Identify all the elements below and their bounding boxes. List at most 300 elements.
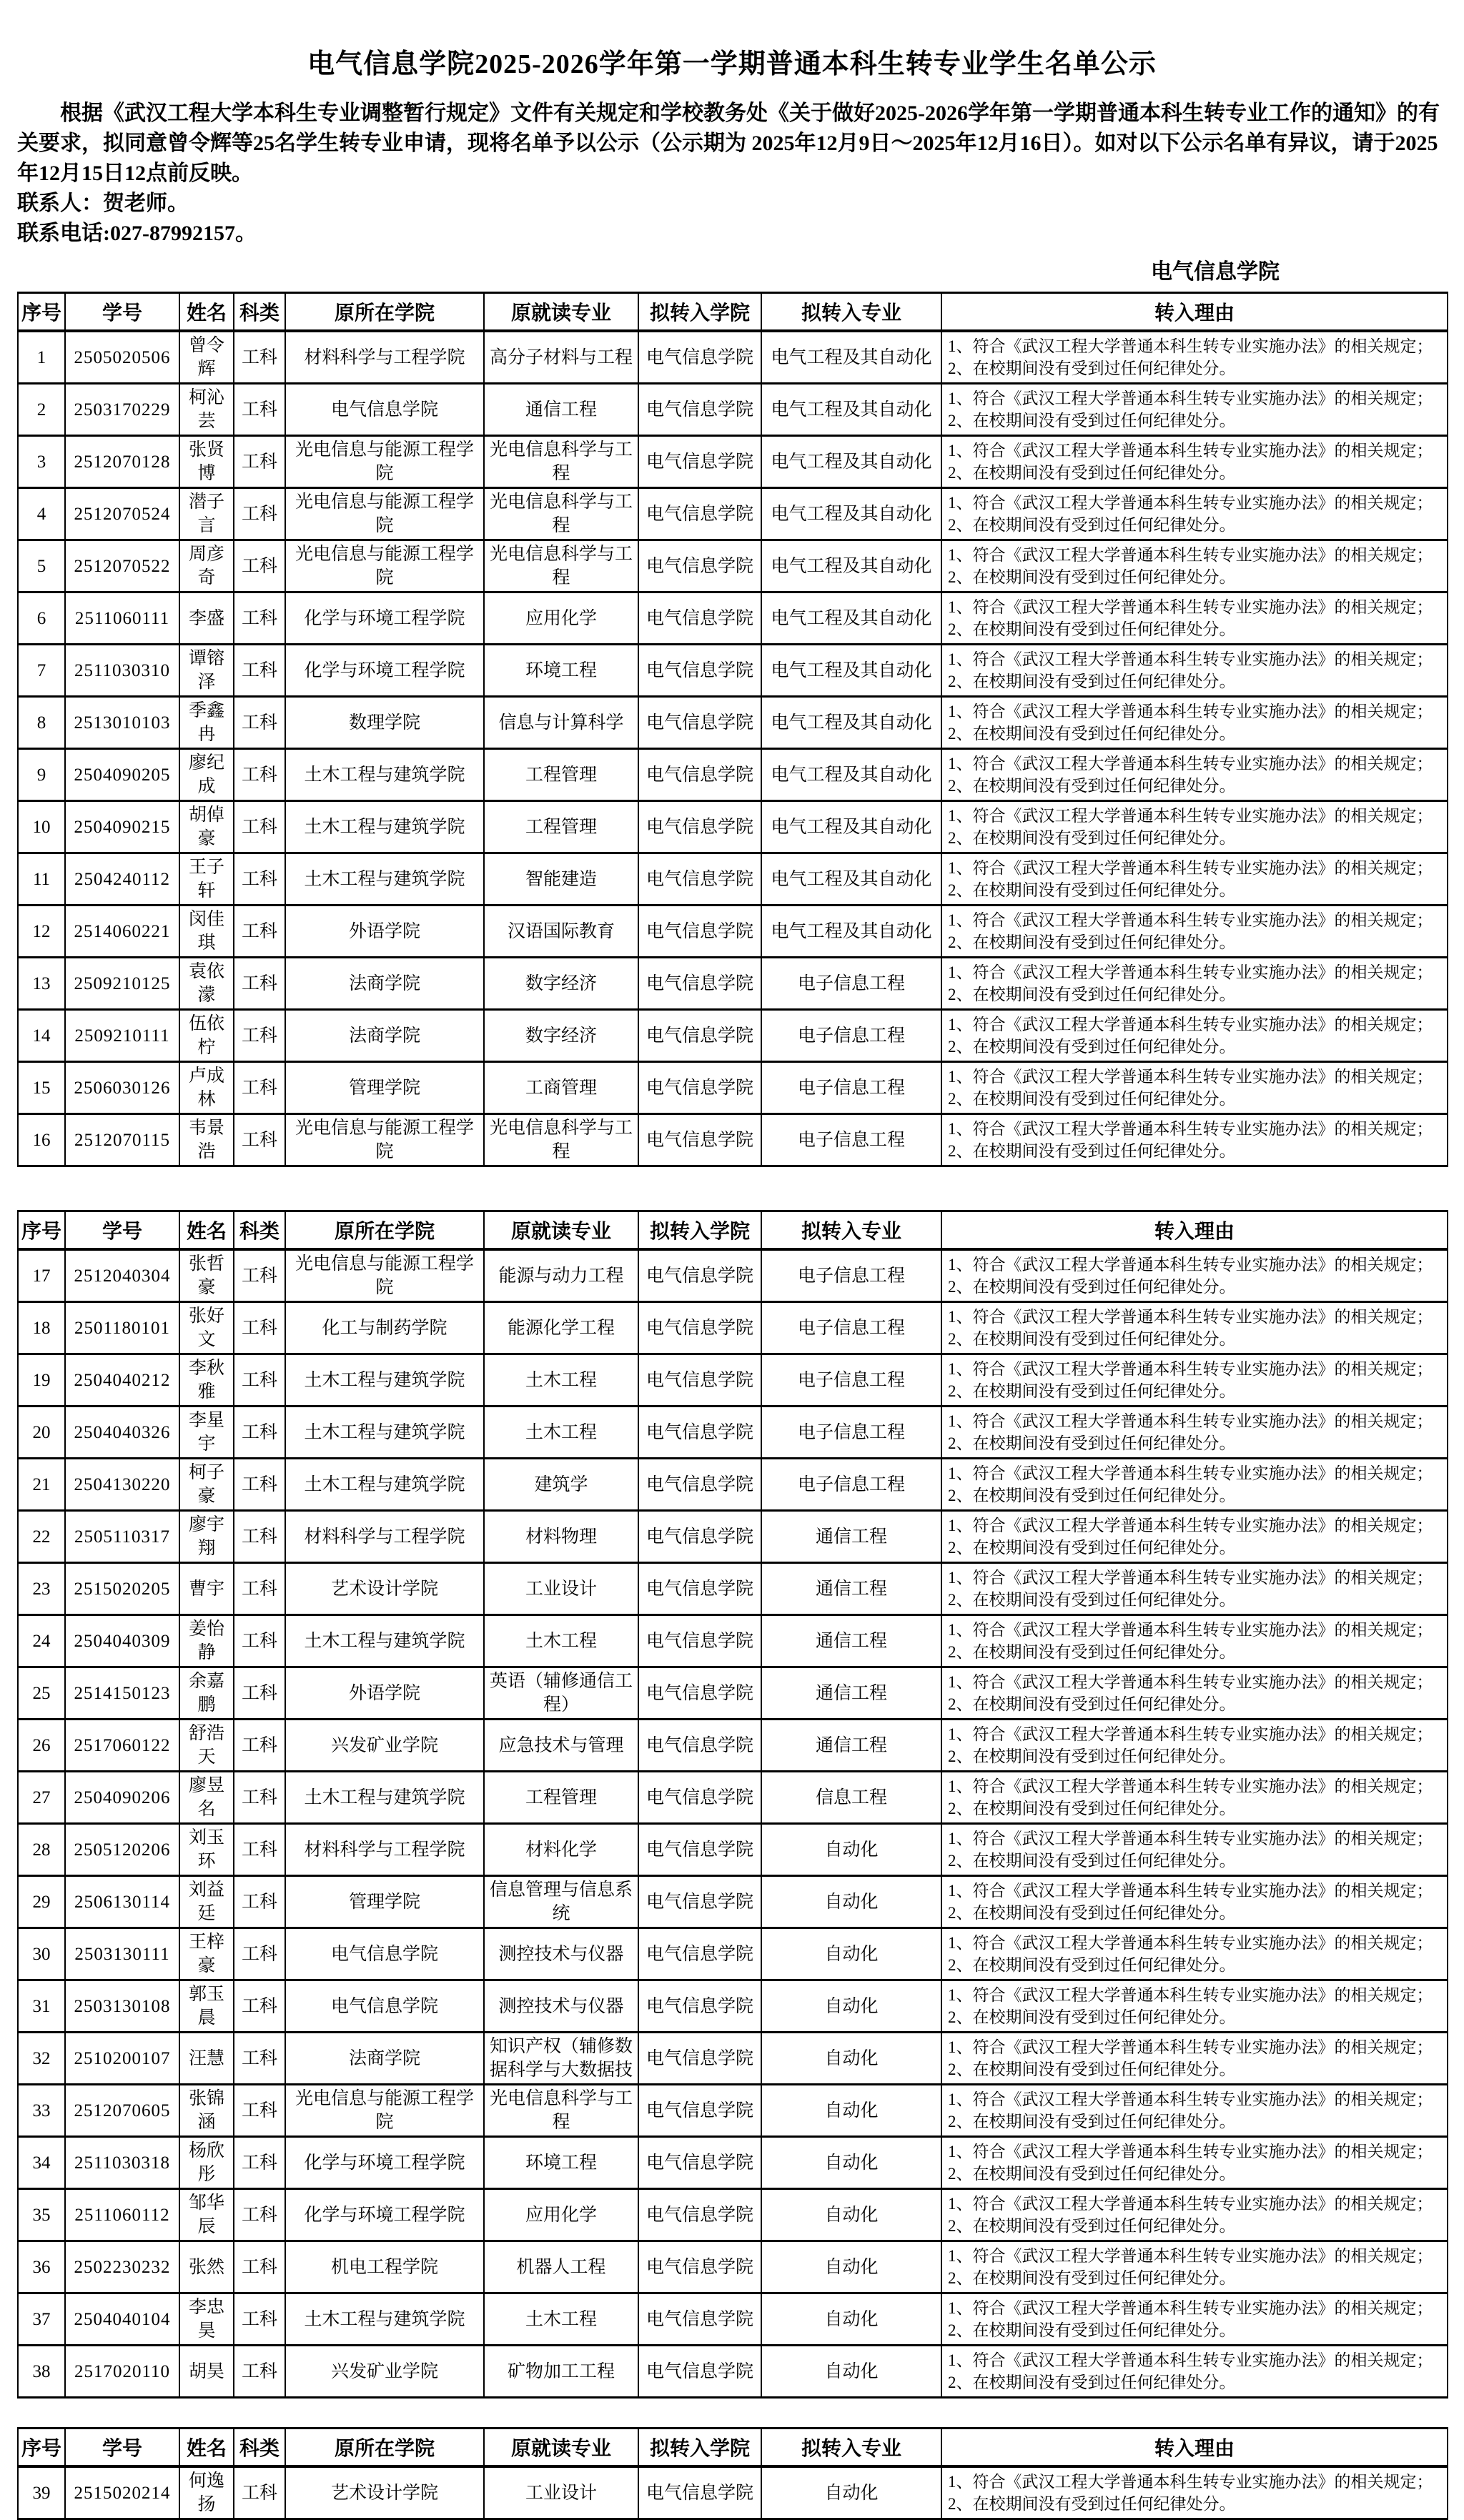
reason-line-2: 2、在校期间没有受到过任何纪律处分。 xyxy=(948,829,1236,847)
col-header-to-college: 拟转入学院 xyxy=(638,1211,761,1250)
cell-id: 2511030310 xyxy=(65,645,179,697)
cell-id: 2511060112 xyxy=(65,2189,179,2241)
cell-type: 工科 xyxy=(234,2293,285,2346)
cell-no: 3 xyxy=(18,436,65,488)
contact-phone: 联系电话:027-87992157。 xyxy=(17,222,257,245)
cell-type: 工科 xyxy=(234,436,285,488)
cell-type: 工科 xyxy=(234,1062,285,1114)
cell-id: 2503130111 xyxy=(65,1928,179,1980)
col-header-name: 姓名 xyxy=(179,293,234,332)
cell-name: 曾令辉 xyxy=(179,331,234,384)
cell-from-college: 光电信息与能源工程学院 xyxy=(285,1114,484,1166)
reason-line-2: 2、在校期间没有受到过任何纪律处分。 xyxy=(948,1956,1236,1974)
cell-from-college: 土木工程与建筑学院 xyxy=(285,1354,484,1407)
cell-to-major: 电子信息工程 xyxy=(761,1459,941,1511)
cell-id: 2501180101 xyxy=(65,1302,179,1354)
reason-line-1: 1、符合《武汉工程大学普通本科生转专业实施办法》的相关规定； xyxy=(948,1068,1433,1086)
cell-from-major: 工程管理 xyxy=(484,749,638,801)
cell-no: 35 xyxy=(18,2189,65,2241)
cell-from-college: 法商学院 xyxy=(285,958,484,1010)
roster-table-3 xyxy=(17,2427,1448,2520)
reason-line-1: 1、符合《武汉工程大学普通本科生转专业实施办法》的相关规定； xyxy=(948,1360,1433,1378)
cell-no: 38 xyxy=(18,2346,65,2398)
cell-to-college: 电气信息学院 xyxy=(638,2189,761,2241)
table-row xyxy=(18,488,1448,540)
cell-name: 韦景浩 xyxy=(179,1114,234,1166)
cell-id: 2512070605 xyxy=(65,2085,179,2137)
cell-no: 37 xyxy=(18,2293,65,2346)
reason-line-2: 2、在校期间没有受到过任何纪律处分。 xyxy=(948,1747,1236,1765)
reason-line-2: 2、在校期间没有受到过任何纪律处分。 xyxy=(948,464,1236,482)
cell-to-college: 电气信息学院 xyxy=(638,331,761,384)
cell-id: 2517020110 xyxy=(65,2346,179,2398)
cell-type: 工科 xyxy=(234,1302,285,1354)
cell-from-major: 光电信息科学与工程 xyxy=(484,436,638,488)
reason-line-2: 2、在校期间没有受到过任何纪律处分。 xyxy=(948,1382,1236,1400)
cell-type: 工科 xyxy=(234,1511,285,1563)
cell-from-major: 通信工程 xyxy=(484,384,638,436)
cell-to-college: 电气信息学院 xyxy=(638,592,761,645)
page-title: 电气信息学院2025-2026学年第一学期普通本科生转专业学生名单公示 xyxy=(307,49,1157,79)
cell-reason xyxy=(941,1563,1448,1615)
cell-no: 31 xyxy=(18,1980,65,2033)
cell-reason xyxy=(941,1772,1448,1824)
cell-name: 季鑫冉 xyxy=(179,697,234,749)
reason-line-2: 2、在校期间没有受到过任何纪律处分。 xyxy=(948,412,1236,430)
cell-no: 5 xyxy=(18,540,65,592)
cell-to-major: 自动化 xyxy=(761,1876,941,1928)
table-row xyxy=(18,1563,1448,1615)
cell-to-major: 电气工程及其自动化 xyxy=(761,906,941,958)
reason-line-2: 2、在校期间没有受到过任何纪律处分。 xyxy=(948,1591,1236,1609)
cell-type: 工科 xyxy=(234,1354,285,1407)
cell-no: 1 xyxy=(18,331,65,384)
cell-from-college: 材料科学与工程学院 xyxy=(285,1824,484,1876)
cell-no: 30 xyxy=(18,1928,65,1980)
cell-from-college: 电气信息学院 xyxy=(285,1980,484,2033)
cell-to-college: 电气信息学院 xyxy=(638,384,761,436)
table-row xyxy=(18,1249,1448,1302)
table-row xyxy=(18,540,1448,592)
cell-no: 7 xyxy=(18,645,65,697)
cell-name: 胡倬豪 xyxy=(179,801,234,853)
cell-no: 18 xyxy=(18,1302,65,1354)
table-row xyxy=(18,1062,1448,1114)
cell-to-major: 电气工程及其自动化 xyxy=(761,331,941,384)
cell-to-college: 电气信息学院 xyxy=(638,1980,761,2033)
reason-line-1: 1、符合《武汉工程大学普通本科生转专业实施办法》的相关规定； xyxy=(948,2473,1433,2491)
cell-id: 2515020214 xyxy=(65,2466,179,2519)
cell-id: 2509210111 xyxy=(65,1010,179,1062)
reason-line-2: 2、在校期间没有受到过任何纪律处分。 xyxy=(948,1330,1236,1348)
cell-from-major: 土木工程 xyxy=(484,1615,638,1667)
cell-id: 2504240112 xyxy=(65,853,179,906)
table-row xyxy=(18,1114,1448,1166)
reason-line-2: 2、在校期间没有受到过任何纪律处分。 xyxy=(948,673,1236,690)
cell-to-major: 电气工程及其自动化 xyxy=(761,592,941,645)
cell-from-major: 光电信息科学与工程 xyxy=(484,2085,638,2137)
cell-from-college: 化学与环境工程学院 xyxy=(285,645,484,697)
cell-name: 廖昱名 xyxy=(179,1772,234,1824)
cell-to-major: 电气工程及其自动化 xyxy=(761,488,941,540)
cell-from-college: 化学与环境工程学院 xyxy=(285,2189,484,2241)
table-header-row xyxy=(18,1211,1448,1250)
reason-line-2: 2、在校期间没有受到过任何纪律处分。 xyxy=(948,516,1236,534)
cell-no: 21 xyxy=(18,1459,65,1511)
reason-line-1: 1、符合《武汉工程大学普通本科生转专业实施办法》的相关规定； xyxy=(948,1725,1433,1743)
table-row xyxy=(18,2085,1448,2137)
cell-reason xyxy=(941,2346,1448,2398)
cell-from-college: 化工与制药学院 xyxy=(285,1302,484,1354)
cell-from-college: 材料科学与工程学院 xyxy=(285,331,484,384)
cell-from-major: 信息管理与信息系统 xyxy=(484,1876,638,1928)
cell-to-major: 自动化 xyxy=(761,2085,941,2137)
reason-line-1: 1、符合《武汉工程大学普通本科生转专业实施办法》的相关规定； xyxy=(948,807,1433,825)
cell-name: 王梓豪 xyxy=(179,1928,234,1980)
reason-line-1: 1、符合《武汉工程大学普通本科生转专业实施办法》的相关规定； xyxy=(948,1621,1433,1639)
reason-line-2: 2、在校期间没有受到过任何纪律处分。 xyxy=(948,2373,1236,2391)
cell-reason xyxy=(941,1302,1448,1354)
cell-type: 工科 xyxy=(234,1720,285,1772)
cell-reason xyxy=(941,384,1448,436)
cell-type: 工科 xyxy=(234,488,285,540)
cell-type: 工科 xyxy=(234,1928,285,1980)
cell-to-major: 电子信息工程 xyxy=(761,1249,941,1302)
cell-to-major: 电气工程及其自动化 xyxy=(761,384,941,436)
cell-from-college: 艺术设计学院 xyxy=(285,2466,484,2519)
cell-from-college: 管理学院 xyxy=(285,1876,484,1928)
cell-no: 29 xyxy=(18,1876,65,1928)
cell-reason xyxy=(941,1980,1448,2033)
cell-to-major: 通信工程 xyxy=(761,1511,941,1563)
table-row xyxy=(18,1772,1448,1824)
cell-from-major: 建筑学 xyxy=(484,1459,638,1511)
reason-line-2: 2、在校期间没有受到过任何纪律处分。 xyxy=(948,2217,1236,2235)
cell-no: 4 xyxy=(18,488,65,540)
reason-line-1: 1、符合《武汉工程大学普通本科生转专业实施办法》的相关规定； xyxy=(948,1569,1433,1587)
cell-name: 卢成林 xyxy=(179,1062,234,1114)
cell-to-college: 电气信息学院 xyxy=(638,1928,761,1980)
reason-line-1: 1、符合《武汉工程大学普通本科生转专业实施办法》的相关规定； xyxy=(948,390,1433,407)
cell-name: 张好文 xyxy=(179,1302,234,1354)
table-row xyxy=(18,436,1448,488)
cell-type: 工科 xyxy=(234,1010,285,1062)
cell-from-major: 工业设计 xyxy=(484,1563,638,1615)
cell-from-major: 英语（辅修通信工程） xyxy=(484,1667,638,1720)
cell-to-major: 电气工程及其自动化 xyxy=(761,436,941,488)
cell-name: 柯沁芸 xyxy=(179,384,234,436)
table-row xyxy=(18,1511,1448,1563)
cell-to-major: 通信工程 xyxy=(761,1720,941,1772)
intro-paragraph: 根据《武汉工程大学本科生专业调整暂行规定》文件有关规定和学校教务处《关于做好2025-2026学年第一学期普通本科生转专业工作的通知》的有关要求，拟同意曾令辉等25名学生转专业申请，现将名单予以公示（公示期为 2025年12月9日～2025年12月16日）。如对以下公示名单有异议，请于2025年12月15日12点前反映。 xyxy=(17,101,1440,185)
cell-no: 24 xyxy=(18,1615,65,1667)
cell-type: 工科 xyxy=(234,2466,285,2519)
reason-line-2: 2、在校期间没有受到过任何纪律处分。 xyxy=(948,1904,1236,1922)
cell-id: 2512070115 xyxy=(65,1114,179,1166)
cell-from-major: 汉语国际教育 xyxy=(484,906,638,958)
cell-no: 13 xyxy=(18,958,65,1010)
cell-type: 工科 xyxy=(234,1563,285,1615)
cell-reason xyxy=(941,488,1448,540)
cell-no: 26 xyxy=(18,1720,65,1772)
cell-type: 工科 xyxy=(234,853,285,906)
cell-name: 刘玉环 xyxy=(179,1824,234,1876)
col-header-to-major: 拟转入专业 xyxy=(761,293,941,332)
cell-type: 工科 xyxy=(234,2346,285,2398)
cell-reason xyxy=(941,906,1448,958)
cell-from-major: 材料物理 xyxy=(484,1511,638,1563)
reason-line-2: 2、在校期间没有受到过任何纪律处分。 xyxy=(948,881,1236,899)
cell-id: 2512070128 xyxy=(65,436,179,488)
cell-from-college: 化学与环境工程学院 xyxy=(285,2137,484,2189)
col-header-type: 科类 xyxy=(234,1211,285,1250)
col-header-to-major: 拟转入专业 xyxy=(761,2429,941,2467)
table-row xyxy=(18,1354,1448,1407)
table-row xyxy=(18,2346,1448,2398)
cell-name: 杨欣彤 xyxy=(179,2137,234,2189)
cell-to-college: 电气信息学院 xyxy=(638,697,761,749)
cell-from-major: 土木工程 xyxy=(484,1354,638,1407)
cell-from-major: 光电信息科学与工程 xyxy=(484,1114,638,1166)
reason-line-2: 2、在校期间没有受到过任何纪律处分。 xyxy=(948,725,1236,743)
cell-to-college: 电气信息学院 xyxy=(638,1876,761,1928)
table-row xyxy=(18,853,1448,906)
reason-line-1: 1、符合《武汉工程大学普通本科生转专业实施办法》的相关规定； xyxy=(948,2247,1433,2265)
reason-line-2: 2、在校期间没有受到过任何纪律处分。 xyxy=(948,1695,1236,1713)
cell-type: 工科 xyxy=(234,1772,285,1824)
cell-to-major: 自动化 xyxy=(761,2293,941,2346)
cell-from-college: 土木工程与建筑学院 xyxy=(285,1772,484,1824)
cell-to-college: 电气信息学院 xyxy=(638,1615,761,1667)
reason-line-1: 1、符合《武汉工程大学普通本科生转专业实施办法》的相关规定； xyxy=(948,963,1433,981)
cell-reason xyxy=(941,749,1448,801)
cell-to-major: 电子信息工程 xyxy=(761,1062,941,1114)
table-row xyxy=(18,331,1448,384)
cell-reason xyxy=(941,958,1448,1010)
cell-from-college: 土木工程与建筑学院 xyxy=(285,1615,484,1667)
col-header-reason: 转入理由 xyxy=(941,2429,1448,2467)
table-row xyxy=(18,2189,1448,2241)
cell-from-college: 法商学院 xyxy=(285,2033,484,2085)
cell-to-major: 自动化 xyxy=(761,2189,941,2241)
reason-line-2: 2、在校期间没有受到过任何纪律处分。 xyxy=(948,1142,1236,1160)
cell-from-college: 兴发矿业学院 xyxy=(285,1720,484,1772)
cell-from-college: 土木工程与建筑学院 xyxy=(285,749,484,801)
cell-name: 廖纪成 xyxy=(179,749,234,801)
contact-person: 联系人：贺老师。 xyxy=(17,192,189,215)
cell-reason xyxy=(941,1720,1448,1772)
table-row xyxy=(18,1667,1448,1720)
cell-id: 2503170229 xyxy=(65,384,179,436)
table-row xyxy=(18,2137,1448,2189)
cell-no: 8 xyxy=(18,697,65,749)
table-row xyxy=(18,1876,1448,1928)
cell-to-college: 电气信息学院 xyxy=(638,436,761,488)
cell-to-college: 电气信息学院 xyxy=(638,2346,761,2398)
cell-id: 2504130220 xyxy=(65,1459,179,1511)
reason-line-1: 1、符合《武汉工程大学普通本科生转专业实施办法》的相关规定； xyxy=(948,494,1433,512)
cell-name: 姜怡静 xyxy=(179,1615,234,1667)
cell-to-college: 电气信息学院 xyxy=(638,1010,761,1062)
reason-line-1: 1、符合《武汉工程大学普通本科生转专业实施办法》的相关规定； xyxy=(948,546,1433,564)
reason-line-2: 2、在校期间没有受到过任何纪律处分。 xyxy=(948,777,1236,795)
cell-id: 2506130114 xyxy=(65,1876,179,1928)
cell-from-college: 艺术设计学院 xyxy=(285,1563,484,1615)
cell-to-major: 电气工程及其自动化 xyxy=(761,540,941,592)
table-row xyxy=(18,1302,1448,1354)
cell-name: 刘益廷 xyxy=(179,1876,234,1928)
cell-reason xyxy=(941,1824,1448,1876)
cell-to-college: 电气信息学院 xyxy=(638,2137,761,2189)
reason-line-1: 1、符合《武汉工程大学普通本科生转专业实施办法》的相关规定； xyxy=(948,2143,1433,2161)
reason-line-2: 2、在校期间没有受到过任何纪律处分。 xyxy=(948,2495,1236,2513)
cell-no: 25 xyxy=(18,1667,65,1720)
cell-type: 工科 xyxy=(234,958,285,1010)
cell-type: 工科 xyxy=(234,331,285,384)
cell-name: 李忠昊 xyxy=(179,2293,234,2346)
cell-to-major: 电子信息工程 xyxy=(761,1302,941,1354)
cell-type: 工科 xyxy=(234,540,285,592)
cell-id: 2510200107 xyxy=(65,2033,179,2085)
cell-reason xyxy=(941,853,1448,906)
cell-reason xyxy=(941,2189,1448,2241)
cell-from-college: 土木工程与建筑学院 xyxy=(285,1407,484,1459)
cell-type: 工科 xyxy=(234,1824,285,1876)
cell-to-major: 自动化 xyxy=(761,2033,941,2085)
cell-to-college: 电气信息学院 xyxy=(638,2241,761,2293)
cell-from-major: 数字经济 xyxy=(484,1010,638,1062)
cell-id: 2504090205 xyxy=(65,749,179,801)
cell-to-major: 电气工程及其自动化 xyxy=(761,697,941,749)
cell-name: 李盛 xyxy=(179,592,234,645)
cell-type: 工科 xyxy=(234,1114,285,1166)
cell-to-major: 自动化 xyxy=(761,2346,941,2398)
cell-no: 11 xyxy=(18,853,65,906)
cell-to-college: 电气信息学院 xyxy=(638,1667,761,1720)
cell-id: 2505110317 xyxy=(65,1511,179,1563)
table-row xyxy=(18,749,1448,801)
reason-line-2: 2、在校期间没有受到过任何纪律处分。 xyxy=(948,933,1236,951)
cell-from-major: 工程管理 xyxy=(484,801,638,853)
cell-no: 6 xyxy=(18,592,65,645)
cell-to-major: 电子信息工程 xyxy=(761,1407,941,1459)
cell-id: 2503130108 xyxy=(65,1980,179,2033)
cell-name: 胡昊 xyxy=(179,2346,234,2398)
cell-to-major: 自动化 xyxy=(761,1980,941,2033)
cell-type: 工科 xyxy=(234,384,285,436)
cell-reason xyxy=(941,2293,1448,2346)
cell-reason xyxy=(941,2466,1448,2519)
cell-reason xyxy=(941,1928,1448,1980)
cell-name: 余嘉鹏 xyxy=(179,1667,234,1720)
cell-from-major: 测控技术与仪器 xyxy=(484,1980,638,2033)
cell-reason xyxy=(941,1354,1448,1407)
table-row xyxy=(18,2293,1448,2346)
cell-from-major: 土木工程 xyxy=(484,1407,638,1459)
cell-name: 闵佳琪 xyxy=(179,906,234,958)
reason-line-2: 2、在校期间没有受到过任何纪律处分。 xyxy=(948,359,1236,377)
cell-from-major: 应急技术与管理 xyxy=(484,1720,638,1772)
announcement-page xyxy=(0,49,1464,2514)
table-row xyxy=(18,1010,1448,1062)
reason-line-1: 1、符合《武汉工程大学普通本科生转专业实施办法》的相关规定； xyxy=(948,1777,1433,1795)
cell-reason xyxy=(941,697,1448,749)
roster-table-1 xyxy=(17,292,1448,1167)
cell-from-college: 兴发矿业学院 xyxy=(285,2346,484,2398)
cell-to-major: 电子信息工程 xyxy=(761,1114,941,1166)
cell-from-major: 智能建造 xyxy=(484,853,638,906)
cell-to-major: 电气工程及其自动化 xyxy=(761,853,941,906)
cell-id: 2517060122 xyxy=(65,1720,179,1772)
cell-to-major: 自动化 xyxy=(761,1824,941,1876)
table-row xyxy=(18,1459,1448,1511)
reason-line-1: 1、符合《武汉工程大学普通本科生转专业实施办法》的相关规定； xyxy=(948,1016,1433,1033)
table-row xyxy=(18,1928,1448,1980)
cell-reason xyxy=(941,2241,1448,2293)
cell-to-college: 电气信息学院 xyxy=(638,488,761,540)
cell-to-major: 电子信息工程 xyxy=(761,1354,941,1407)
col-header-no: 序号 xyxy=(18,293,65,332)
reason-line-1: 1、符合《武汉工程大学普通本科生转专业实施办法》的相关规定； xyxy=(948,911,1433,929)
cell-reason xyxy=(941,2085,1448,2137)
cell-id: 2504040212 xyxy=(65,1354,179,1407)
cell-name: 袁依濛 xyxy=(179,958,234,1010)
cell-no: 14 xyxy=(18,1010,65,1062)
cell-from-major: 工商管理 xyxy=(484,1062,638,1114)
reason-line-1: 1、符合《武汉工程大学普通本科生转专业实施办法》的相关规定； xyxy=(948,1673,1433,1691)
cell-from-college: 土木工程与建筑学院 xyxy=(285,1459,484,1511)
cell-reason xyxy=(941,1667,1448,1720)
table-row xyxy=(18,697,1448,749)
cell-name: 郭玉晨 xyxy=(179,1980,234,2033)
table-row xyxy=(18,801,1448,853)
col-header-from-major: 原就读专业 xyxy=(484,2429,638,2467)
cell-to-major: 电气工程及其自动化 xyxy=(761,749,941,801)
reason-line-1: 1、符合《武汉工程大学普通本科生转专业实施办法》的相关规定； xyxy=(948,1934,1433,1952)
cell-to-major: 电气工程及其自动化 xyxy=(761,645,941,697)
cell-no: 10 xyxy=(18,801,65,853)
cell-name: 汪慧 xyxy=(179,2033,234,2085)
cell-reason xyxy=(941,2137,1448,2189)
cell-from-college: 光电信息与能源工程学院 xyxy=(285,540,484,592)
reason-line-1: 1、符合《武汉工程大学普通本科生转专业实施办法》的相关规定； xyxy=(948,859,1433,877)
reason-line-2: 2、在校期间没有受到过任何纪律处分。 xyxy=(948,2269,1236,2287)
cell-to-college: 电气信息学院 xyxy=(638,1459,761,1511)
cell-from-major: 应用化学 xyxy=(484,592,638,645)
table-row xyxy=(18,2466,1448,2519)
table-header-row xyxy=(18,2429,1448,2467)
cell-type: 工科 xyxy=(234,2241,285,2293)
cell-to-college: 电气信息学院 xyxy=(638,2033,761,2085)
table-row xyxy=(18,1980,1448,2033)
cell-name: 李秋雅 xyxy=(179,1354,234,1407)
col-header-name: 姓名 xyxy=(179,1211,234,1250)
reason-line-2: 2、在校期间没有受到过任何纪律处分。 xyxy=(948,2321,1236,2339)
reason-line-1: 1、符合《武汉工程大学普通本科生转专业实施办法》的相关规定； xyxy=(948,1882,1433,1900)
col-header-id: 学号 xyxy=(65,2429,179,2467)
cell-to-major: 自动化 xyxy=(761,2466,941,2519)
reason-line-2: 2、在校期间没有受到过任何纪律处分。 xyxy=(948,986,1236,1003)
table-row xyxy=(18,958,1448,1010)
col-header-id: 学号 xyxy=(65,1211,179,1250)
table-row xyxy=(18,1720,1448,1772)
reason-line-1: 1、符合《武汉工程大学普通本科生转专业实施办法》的相关规定； xyxy=(948,337,1433,355)
cell-id: 2512040304 xyxy=(65,1249,179,1302)
cell-to-college: 电气信息学院 xyxy=(638,1302,761,1354)
cell-to-major: 电子信息工程 xyxy=(761,1010,941,1062)
reason-line-2: 2、在校期间没有受到过任何纪律处分。 xyxy=(948,2113,1236,2130)
cell-from-major: 能源与动力工程 xyxy=(484,1249,638,1302)
